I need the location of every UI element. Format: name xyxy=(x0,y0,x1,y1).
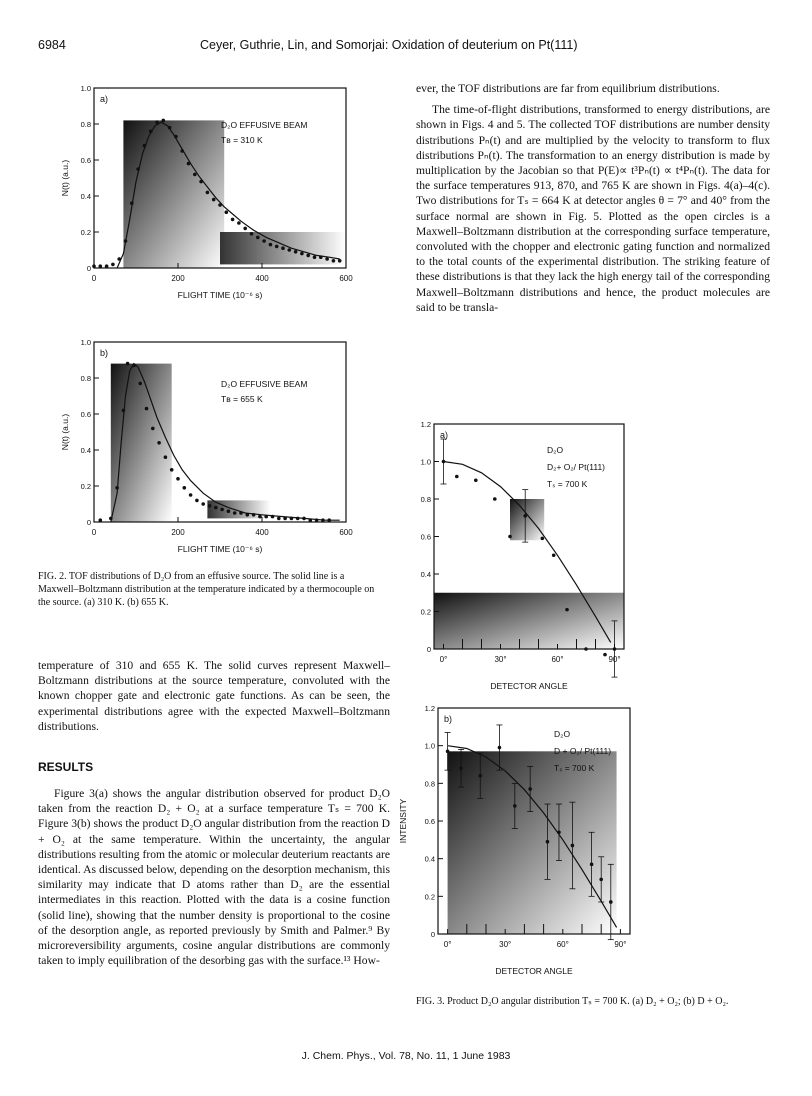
data-point xyxy=(99,518,103,522)
data-point xyxy=(478,774,482,778)
y-tick-label: 0 xyxy=(426,645,431,654)
data-point xyxy=(117,257,121,261)
x-axis-label: FLIGHT TIME (10⁻⁶ s) xyxy=(177,290,263,300)
data-point xyxy=(105,264,109,268)
results-text xyxy=(38,786,390,968)
y-tick-label: 0.4 xyxy=(80,192,91,201)
x-tick-label: 0 xyxy=(91,528,97,537)
data-point xyxy=(296,517,300,521)
data-point xyxy=(187,162,191,166)
data-point xyxy=(168,126,172,130)
data-point xyxy=(115,486,119,490)
x-tick-label: 400 xyxy=(255,274,269,283)
data-point xyxy=(130,201,134,205)
data-point xyxy=(206,191,210,195)
data-point xyxy=(109,517,113,521)
data-point xyxy=(541,537,545,541)
data-point xyxy=(252,513,256,517)
panel-label: a) xyxy=(100,94,109,104)
data-point xyxy=(552,553,556,557)
data-point xyxy=(474,478,478,482)
fig3a-chart xyxy=(412,418,652,698)
data-point xyxy=(338,259,342,263)
data-point xyxy=(283,517,287,521)
y-tick-label: 1.0 xyxy=(80,338,91,347)
data-point xyxy=(122,409,126,413)
data-point xyxy=(327,518,331,522)
y-tick-label: 1.0 xyxy=(420,457,431,467)
data-point xyxy=(136,167,140,171)
data-point xyxy=(231,218,235,222)
data-point xyxy=(590,863,594,867)
x-axis-label: DETECTOR ANGLE xyxy=(495,966,573,976)
y-tick-label: 0.2 xyxy=(80,482,91,491)
y-tick-label: 1.0 xyxy=(80,84,91,93)
chart-annotation: Tₛ = 700 K xyxy=(547,479,588,489)
data-point xyxy=(214,506,218,510)
y-tick-label: 1.2 xyxy=(424,704,435,713)
data-point xyxy=(256,236,260,240)
data-point xyxy=(557,831,561,835)
data-point xyxy=(498,746,502,750)
paragraph: The time-of-flight distributions, transformed to energy distributions, are shown in Figs. 4 and 5. The collected TOF distributions are number density distributions Pₙ(t) and are multiplied by the velocity to transform to flux distributions Pₙ(t). The transformation to an energy distribution is made by multiplication by the Jacobian so that P(E)∝ t³Pₙ(t) ∝ t⁴Pₙ(t). The data for the surface temperatures 913, 870, and 765 K are shown in Figs. 4(a)–4(c). Two distributions for Tₛ = 664 K at detector angles θ = 7° and 40° from the surface normal are shown in Fig. 5. Plotted as the open circles is a Maxwell–Boltzmann distribution at the corresponding surface temperature, convoluted with the chopper and electronic gating function and normalized to the total counts of the experimental distribution. The striking feature of these distributions is that they lack the high energy tail of the corresponding Maxwell–Boltzmann distributions and hence, the product molecules are said to be transla- xyxy=(416,103,770,314)
data-point xyxy=(613,647,617,651)
results-heading: RESULTS xyxy=(38,760,94,774)
data-point xyxy=(199,180,203,184)
panel-label: b) xyxy=(100,348,109,358)
data-point xyxy=(523,514,527,518)
data-point xyxy=(180,149,184,153)
data-point xyxy=(321,518,325,522)
y-tick-label: 0.8 xyxy=(420,495,431,504)
data-point xyxy=(281,246,285,250)
data-point xyxy=(246,513,250,517)
fig2b-chart xyxy=(56,332,386,567)
paragraph: temperature of 310 and 655 K. The solid curves represent Maxwell–Boltzmann distributions at the source temperature, convoluted with the known chopper gate and electronic gate functions. As can be seen, the experimental distributions agree with the expected Maxwell–Boltzmann distributions. xyxy=(38,659,390,733)
y-axis-label: N(t) (a.u.) xyxy=(60,413,70,451)
running-title: Ceyer, Guthrie, Lin, and Somorjai: Oxidation of deuterium on Pt(111) xyxy=(200,38,578,52)
y-tick-label: 0.4 xyxy=(80,446,91,455)
y-tick-label: 0.6 xyxy=(80,410,91,419)
journal-footer: J. Chem. Phys., Vol. 78, No. 11, 1 June 1983 xyxy=(301,1050,511,1062)
data-point xyxy=(306,254,310,258)
paragraph: ever, the TOF distributions are far from equilibrium distributions. xyxy=(416,82,720,95)
data-point xyxy=(455,475,459,479)
data-point xyxy=(124,239,128,243)
data-point xyxy=(546,840,550,844)
data-point xyxy=(288,248,292,252)
data-point xyxy=(319,255,323,259)
data-point xyxy=(220,508,224,512)
x-tick-label: 60° xyxy=(551,655,564,664)
data-point xyxy=(176,477,180,481)
data-point xyxy=(277,517,281,521)
data-point xyxy=(227,509,231,513)
fig2-caption: FIG. 2. TOF distributions of D₂O from an effusive source. The solid line is a Maxwell–Boltzmann distribution at the temperature indicated by a thermocouple on the source. (a) 310 K. (b) 655 K. xyxy=(38,571,375,608)
x-tick-label: 400 xyxy=(255,528,269,537)
data-point xyxy=(513,804,517,808)
y-tick-label: 0.8 xyxy=(424,779,435,789)
data-point xyxy=(446,750,450,754)
data-point xyxy=(157,441,161,445)
y-tick-label: 0.2 xyxy=(420,607,431,617)
data-point xyxy=(309,518,313,522)
y-tick-label: 0 xyxy=(86,264,91,273)
chart-annotation: D₂O EFFUSIVE BEAM xyxy=(221,379,308,389)
data-point xyxy=(132,364,136,368)
chart-annotation: Tₛ = 700 K xyxy=(554,763,595,773)
y-tick-label: 0.4 xyxy=(420,570,431,579)
data-point xyxy=(300,252,304,256)
data-point xyxy=(164,455,168,459)
x-tick-label: 0° xyxy=(443,940,452,949)
data-point xyxy=(145,407,149,411)
data-point xyxy=(162,119,166,123)
x-axis-label: DETECTOR ANGLE xyxy=(490,681,568,691)
data-point xyxy=(313,255,317,259)
x-tick-label: 90° xyxy=(614,940,627,949)
data-point xyxy=(269,243,273,247)
data-point xyxy=(212,198,216,202)
x-tick-label: 0° xyxy=(439,655,448,664)
data-point xyxy=(442,460,446,464)
y-tick-label: 0.2 xyxy=(424,892,435,902)
data-point xyxy=(195,499,199,503)
data-point xyxy=(111,263,115,267)
chart-annotation: D₂O xyxy=(554,729,571,739)
x-tick-label: 0 xyxy=(91,274,97,283)
y-tick-label: 1.2 xyxy=(420,420,431,429)
data-point xyxy=(262,239,266,243)
data-point xyxy=(508,535,512,539)
y-tick-label: 1.0 xyxy=(424,741,435,751)
data-point xyxy=(459,766,463,770)
data-point xyxy=(609,900,613,904)
data-point xyxy=(143,144,147,148)
paragraph: Figure 3(a) shows the angular distribution observed for product D₂O taken from the reaction D₂ + O₂ at a surface temperature Tₛ = 700 K. Figure 3(b) shows the product D₂O angular distribution from the reaction D + O₂ at the same temperature. Within the uncertainty, the angular distributions resulting from the atomic or molecular deuterium reactants are identical. As discussed below, depending on the desorption mechanism, this similarity may indicate that D atoms rather than D₂ are the essential intermediates in this reaction. Plotted with the data is a cosine function (solid line), showing that the number density is proportional to the cosine of the desorption angle, as reported previously by Smith and Palmer.⁹ By microreversibility arguments, cosine angular distributions are commonly taken to imply equilibration of the desorbing gas with the surface.¹³ How- xyxy=(38,787,390,968)
chart-annotation: Tʙ = 310 K xyxy=(221,135,263,145)
data-point xyxy=(565,608,569,612)
data-point xyxy=(99,264,103,268)
data-point xyxy=(151,427,155,431)
panel-label: b) xyxy=(444,714,453,724)
y-tick-label: 0 xyxy=(86,518,91,527)
y-tick-label: 0.8 xyxy=(80,120,91,129)
data-point xyxy=(239,511,243,515)
data-point xyxy=(332,259,336,263)
data-point xyxy=(243,227,247,231)
data-point xyxy=(599,878,603,882)
data-point xyxy=(170,468,174,472)
y-tick-label: 0.8 xyxy=(80,374,91,383)
shaded-region xyxy=(510,499,544,540)
data-point xyxy=(201,502,205,506)
shaded-region xyxy=(111,364,172,522)
data-point xyxy=(149,129,153,133)
y-tick-label: 0.6 xyxy=(424,817,435,826)
data-point xyxy=(315,518,319,522)
panel-label: a) xyxy=(440,430,449,440)
data-point xyxy=(584,647,588,651)
x-tick-label: 600 xyxy=(339,274,353,283)
y-tick-label: 0.2 xyxy=(80,228,91,237)
data-point xyxy=(290,517,294,521)
data-point xyxy=(271,515,275,519)
y-axis-label: INTENSITY xyxy=(398,798,408,844)
data-point xyxy=(294,250,298,254)
chart-annotation: Tʙ = 655 K xyxy=(221,394,263,404)
data-point xyxy=(250,232,254,236)
data-point xyxy=(302,517,306,521)
data-point xyxy=(92,264,96,268)
y-axis-label: N(t) (a.u.) xyxy=(60,159,70,197)
data-point xyxy=(264,515,268,519)
data-point xyxy=(233,511,237,515)
x-tick-label: 600 xyxy=(339,528,353,537)
chart-annotation: D₂O xyxy=(547,445,564,455)
data-point xyxy=(155,120,159,124)
y-tick-label: 0.4 xyxy=(424,854,435,864)
data-point xyxy=(138,382,142,386)
data-point xyxy=(325,257,329,261)
chart-annotation: D₂+ O₂/ Pt(111) xyxy=(547,462,606,472)
data-point xyxy=(528,787,532,791)
data-point xyxy=(275,245,279,249)
x-tick-label: 200 xyxy=(171,528,185,537)
fig3b-chart xyxy=(396,702,656,992)
data-point xyxy=(603,653,607,657)
data-point xyxy=(237,221,241,225)
chart-annotation: D + O₂/ Pt(111) xyxy=(554,746,612,756)
data-point xyxy=(571,844,575,848)
x-tick-label: 30° xyxy=(499,940,512,949)
data-point xyxy=(218,203,222,207)
right-text xyxy=(416,81,770,315)
data-point xyxy=(183,486,187,490)
data-point xyxy=(208,504,212,508)
fig3-caption: FIG. 3. Product D₂O angular distribution Tₛ = 700 K. (a) D₂ + O₂; (b) D + O₂. xyxy=(416,996,729,1007)
data-point xyxy=(126,362,130,366)
x-tick-label: 200 xyxy=(171,274,185,283)
y-tick-label: 0.6 xyxy=(420,532,431,542)
shaded-region xyxy=(123,120,224,268)
data-point xyxy=(225,210,229,214)
chart-annotation: D₂O EFFUSIVE BEAM xyxy=(221,120,308,130)
x-tick-label: 90° xyxy=(608,655,621,664)
left-text xyxy=(38,658,390,734)
x-tick-label: 60° xyxy=(556,940,569,949)
data-point xyxy=(189,493,193,497)
page-number: 6984 xyxy=(38,38,66,52)
x-axis-label: FLIGHT TIME (10⁻⁶ s) xyxy=(177,544,263,554)
x-tick-label: 30° xyxy=(494,655,507,664)
data-point xyxy=(193,173,197,177)
fig2a-chart xyxy=(56,70,386,305)
data-point xyxy=(258,515,262,519)
y-tick-label: 0 xyxy=(430,930,435,939)
data-point xyxy=(174,135,178,139)
data-point xyxy=(493,497,497,501)
y-tick-label: 0.6 xyxy=(80,156,91,165)
